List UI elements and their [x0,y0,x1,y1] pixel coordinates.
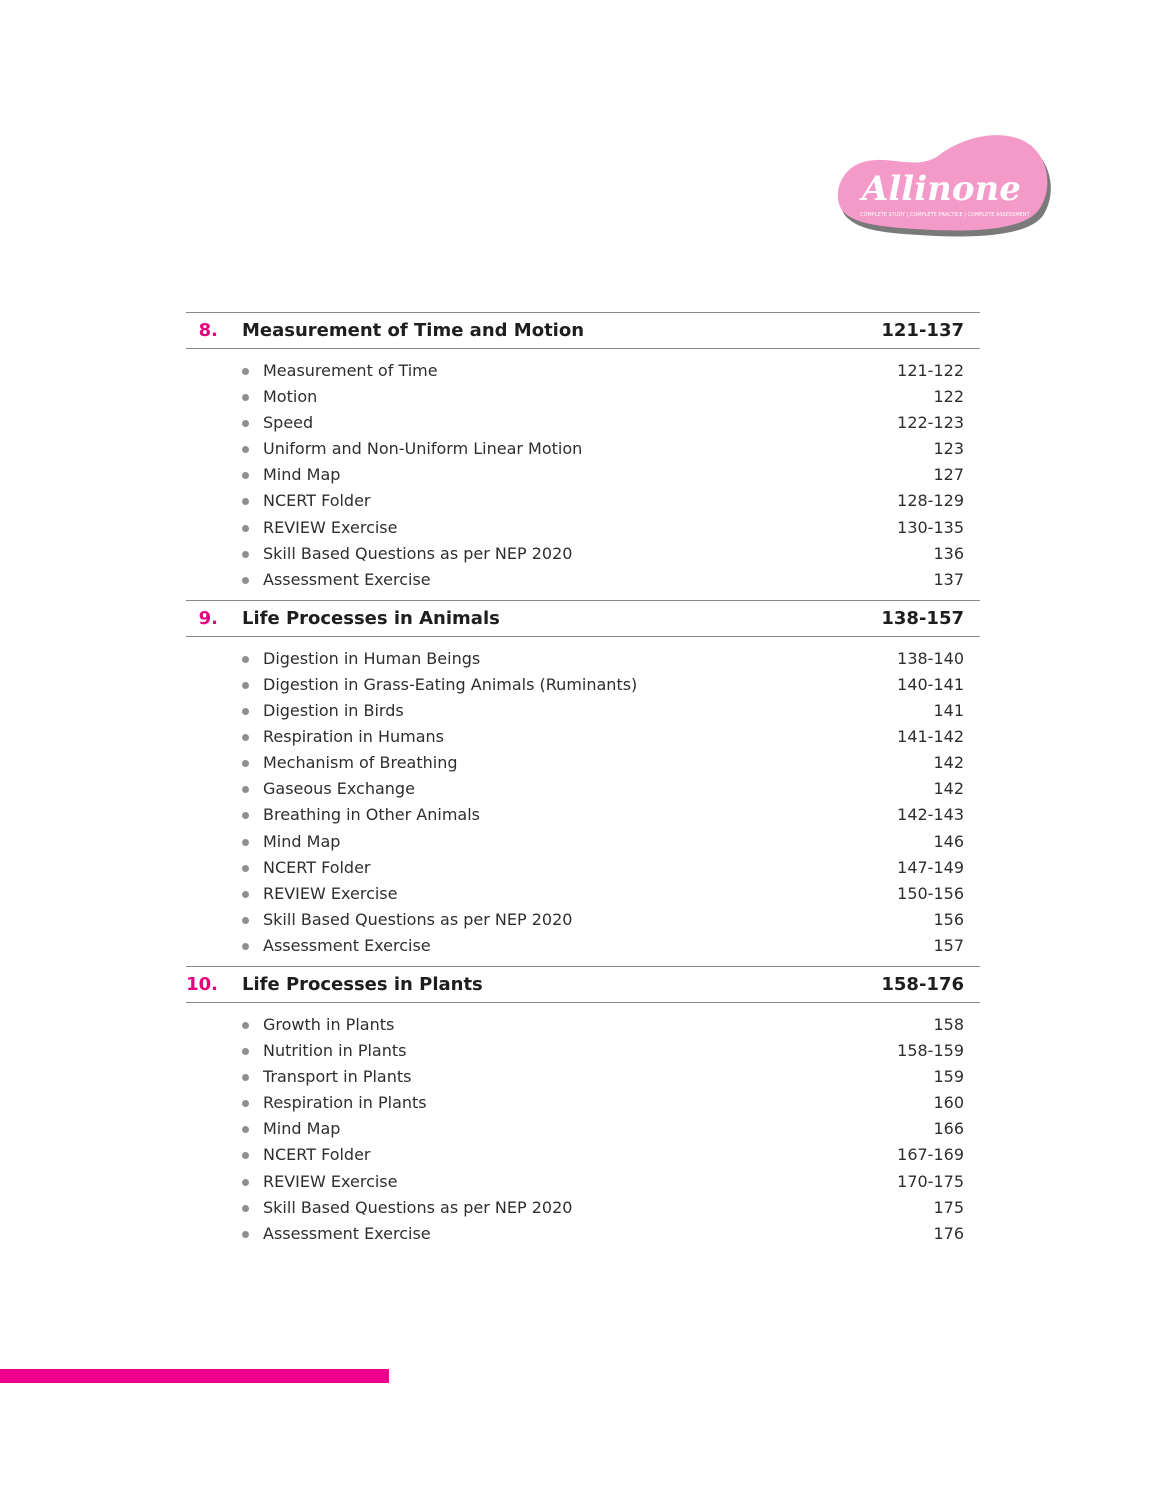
bullet-icon [242,1100,249,1107]
topic-title: NCERT Folder [263,491,371,511]
bullet-icon [242,891,249,898]
topic-pages: 130-135 [897,517,964,537]
bullet-icon [242,1074,249,1081]
topic-title: Mind Map [263,1119,341,1139]
bullet-icon [242,865,249,872]
topic-pages: 167-169 [897,1145,964,1165]
list-item[interactable] [186,1038,980,1064]
topic-pages: 123 [933,439,964,459]
bullet-icon [242,420,249,427]
bullet-icon [242,446,249,453]
topic-title: REVIEW Exercise [263,1171,398,1191]
bullet-icon [242,917,249,924]
bullet-icon [242,1205,249,1212]
topic-pages: 175 [933,1197,964,1217]
topic-pages: 138-140 [897,648,964,668]
list-item[interactable] [186,488,980,514]
topic-pages: 137 [933,569,964,589]
list-item[interactable] [186,358,980,384]
bullet-icon [242,1126,249,1133]
chapter-10 [186,966,980,1254]
chapter-pages: 121-137 [881,320,964,341]
chapter-8 [186,312,980,600]
topic-pages: 127 [933,465,964,485]
list-item[interactable] [186,1116,980,1142]
topic-title: Motion [263,387,318,407]
logo-tagline: COMPLETE STUDY | COMPLETE PRACTICE | COMPLETE ASSESSMENT [860,212,1030,218]
topic-pages: 147-149 [897,857,964,877]
topic-pages: 136 [933,543,964,563]
topic-title: Digestion in Grass-Eating Animals (Ruminants) [263,674,638,694]
topic-title: Transport in Plants [263,1067,412,1087]
topic-title: Digestion in Birds [263,701,404,721]
bullet-icon [242,472,249,479]
list-item[interactable] [186,436,980,462]
topic-title: Respiration in Plants [263,1093,427,1113]
bullet-icon [242,760,249,767]
topic-title: Skill Based Questions as per NEP 2020 [263,543,573,563]
bullet-icon [242,839,249,846]
bullet-icon [242,1152,249,1159]
bullet-icon [242,708,249,715]
list-item[interactable] [186,1221,980,1247]
topic-pages: 158 [933,1014,964,1034]
topic-pages: 157 [933,935,964,955]
bullet-icon [242,1022,249,1029]
topic-title: REVIEW Exercise [263,883,398,903]
list-item[interactable] [186,724,980,750]
page-accent-bar [0,1369,389,1383]
bullet-icon [242,734,249,741]
list-item[interactable] [186,829,980,855]
list-item[interactable] [186,515,980,541]
table-of-contents [186,312,980,1254]
chapter-heading[interactable] [186,600,980,637]
topic-pages: 141 [933,701,964,721]
list-item[interactable] [186,750,980,776]
list-item[interactable] [186,855,980,881]
chapter-pages: 138-157 [881,607,964,629]
chapter-title: Life Processes in Animals [242,607,500,629]
chapter-number: 10. [186,973,218,995]
bullet-icon [242,525,249,532]
topic-pages: 170-175 [897,1171,964,1191]
topic-title: Breathing in Other Animals [263,805,480,825]
topic-pages: 141-142 [897,727,964,747]
topic-list [186,1003,980,1254]
topic-pages: 122 [933,387,964,407]
topic-title: Mind Map [263,465,341,485]
topic-pages: 122-123 [897,413,964,433]
topic-pages: 121-122 [897,361,964,380]
bullet-icon [242,682,249,689]
topic-title: Gaseous Exchange [263,779,415,799]
topic-title: Growth in Plants [263,1014,395,1034]
topic-pages: 142 [933,753,964,773]
list-item[interactable] [186,1195,980,1221]
topic-title: Assessment Exercise [263,935,431,955]
topic-title: Assessment Exercise [263,1223,431,1243]
topic-title: Assessment Exercise [263,569,431,589]
topic-pages: 146 [933,831,964,851]
bullet-icon [242,577,249,584]
bullet-icon [242,551,249,558]
topic-title: Uniform and Non-Uniform Linear Motion [263,439,583,459]
list-item[interactable] [186,933,980,959]
topic-title: Speed [263,413,314,433]
list-item[interactable] [186,1064,980,1090]
chapter-number: 9. [198,607,218,629]
topic-title: Mechanism of Breathing [263,753,458,773]
topic-title: Measurement of Time [263,361,438,380]
bullet-icon [242,656,249,663]
list-item[interactable] [186,802,980,828]
bullet-icon [242,943,249,950]
bullet-icon [242,498,249,505]
topic-pages: 142 [933,779,964,799]
list-item[interactable] [186,698,980,724]
brand-logo [836,134,1058,242]
topic-list [186,349,980,600]
topic-title: Skill Based Questions as per NEP 2020 [263,1197,573,1217]
chapter-title: Measurement of Time and Motion [242,320,585,341]
list-item[interactable] [186,881,980,907]
list-item[interactable] [186,907,980,933]
chapter-title: Life Processes in Plants [242,973,483,995]
topic-title: Digestion in Human Beings [263,648,481,668]
topic-pages: 160 [933,1093,964,1113]
topic-pages: 150-156 [897,883,964,903]
topic-pages: 142-143 [897,805,964,825]
list-item[interactable] [186,1142,980,1168]
list-item[interactable] [186,1090,980,1116]
bullet-icon [242,1179,249,1186]
topic-pages: 159 [933,1067,964,1087]
logo-wordmark: Allinone [862,169,1021,209]
topic-pages: 140-141 [897,674,964,694]
list-item[interactable] [186,462,980,488]
chapter-heading[interactable] [186,966,980,1003]
chapter-pages: 158-176 [881,973,964,995]
bullet-icon [242,394,249,401]
topic-pages: 158-159 [897,1041,964,1061]
list-item[interactable] [186,672,980,698]
topic-title: NCERT Folder [263,857,371,877]
topic-pages: 128-129 [897,491,964,511]
list-item[interactable] [186,646,980,672]
list-item[interactable] [186,1012,980,1038]
list-item[interactable] [186,410,980,436]
topic-title: Skill Based Questions as per NEP 2020 [263,909,573,929]
bullet-icon [242,786,249,793]
list-item[interactable] [186,384,980,410]
topic-pages: 176 [933,1223,964,1243]
list-item[interactable] [186,541,980,567]
bullet-icon [242,812,249,819]
topic-pages: 166 [933,1119,964,1139]
bullet-icon [242,1231,249,1238]
list-item[interactable] [186,1169,980,1195]
topic-pages: 156 [933,909,964,929]
chapter-heading[interactable] [186,312,980,349]
chapter-9 [186,600,980,966]
topic-title: NCERT Folder [263,1145,371,1165]
bullet-icon [242,368,249,375]
topic-title: Respiration in Humans [263,727,445,747]
chapter-number: 8. [198,320,218,341]
list-item[interactable] [186,567,980,593]
topic-title: Nutrition in Plants [263,1041,407,1061]
topic-title: REVIEW Exercise [263,517,398,537]
list-item[interactable] [186,776,980,802]
topic-title: Mind Map [263,831,341,851]
topic-list [186,637,980,966]
bullet-icon [242,1048,249,1055]
